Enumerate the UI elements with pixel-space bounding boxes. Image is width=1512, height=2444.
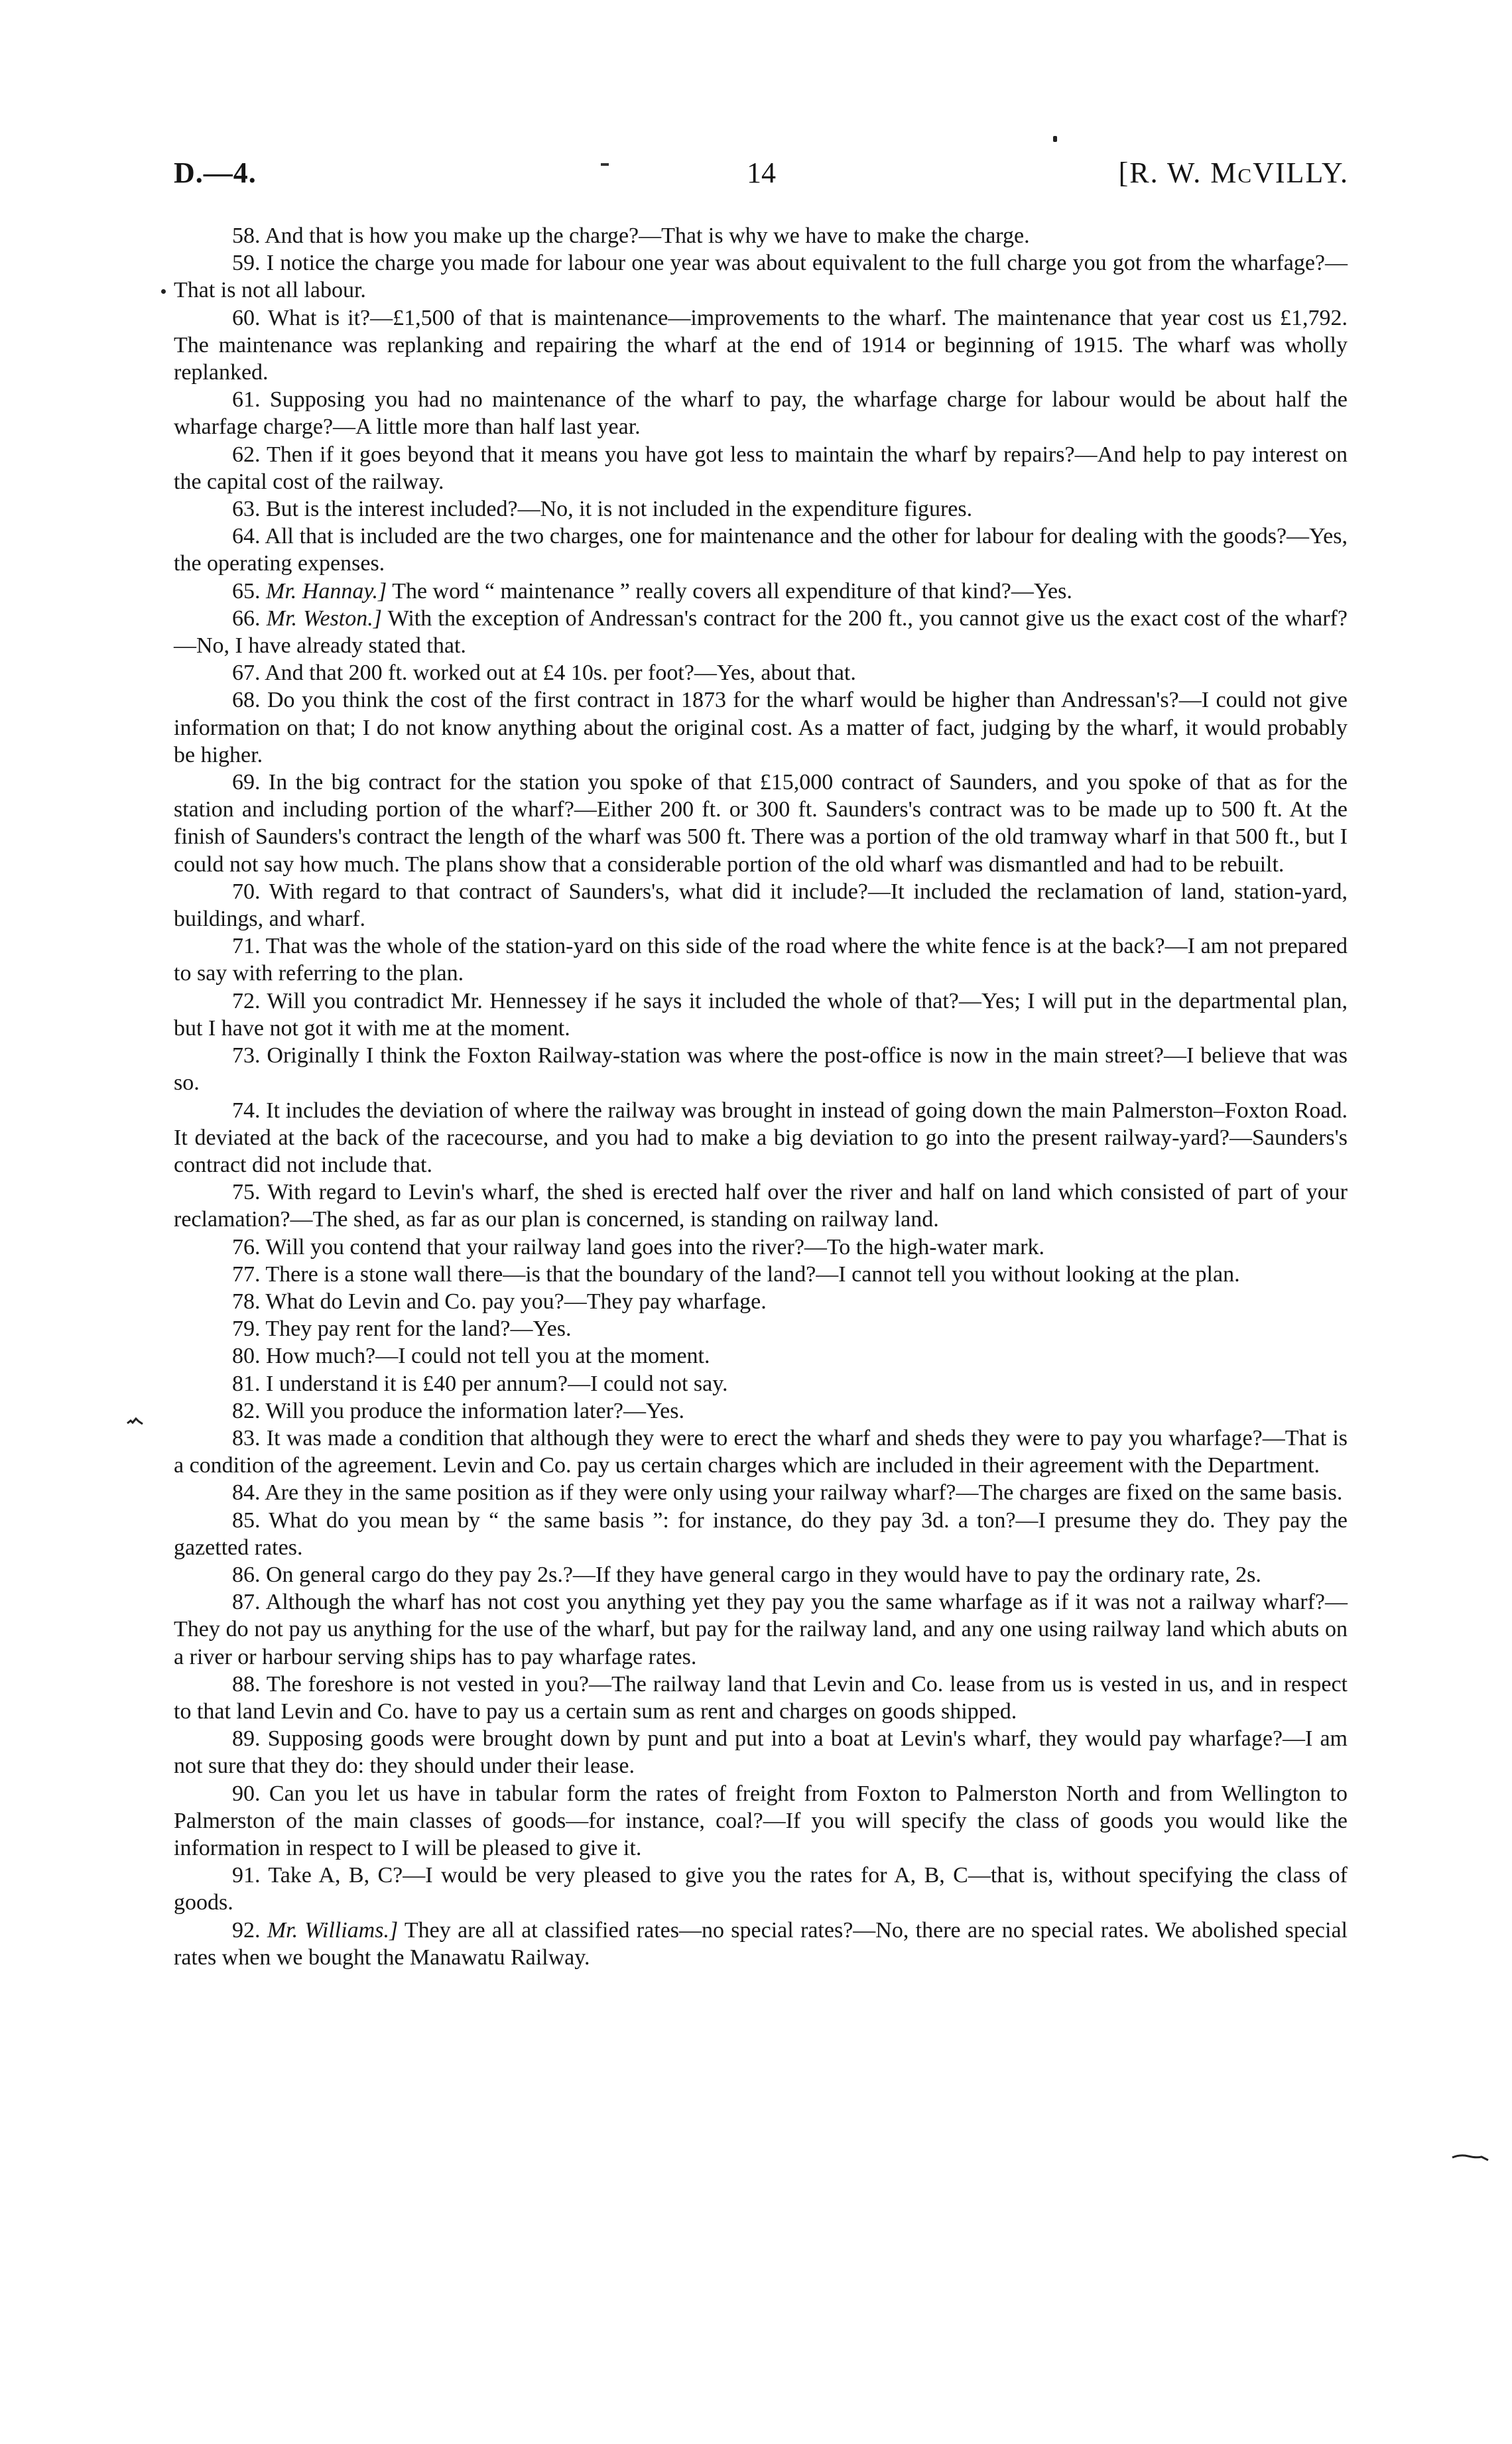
qa-paragraph-63 [174, 495, 1348, 523]
paragraph-number: 77. [232, 1261, 261, 1287]
paragraph-text: It includes the deviation of where the railway was brought in instead of going down the main Palmerston–Foxton Road. It deviated at the back of the racecourse, and you had to make a big deviation to go into the present railway-yard?—Saunders's contract did not include that. [174, 1098, 1348, 1177]
paragraph-text: I understand it is £40 per annum?—I could not say. [266, 1371, 728, 1396]
paragraph-number: 78. [232, 1289, 261, 1314]
paragraph-number: 58. [232, 224, 261, 248]
qa-paragraph-70 [174, 878, 1348, 933]
qa-paragraph-76 [174, 1234, 1348, 1261]
paragraph-text: I notice the charge you made for labour one year was about equivalent to the full charge you got from the wharfage?—That is not all labour. [174, 251, 1348, 303]
paragraph-number: 76. [232, 1234, 261, 1259]
paragraph-text: It was made a condition that although they were to erect the wharf and sheds they were to pay you wharfage?—That is a condition of the agreement. Levin and Co. pay us certain charges which are included in their agreement with the Department. [174, 1425, 1348, 1478]
qa-paragraph-64 [174, 523, 1348, 577]
qa-paragraph-73 [174, 1042, 1348, 1096]
qa-paragraph-79 [174, 1315, 1348, 1342]
witness-name: [R. W. McVILLY. [1118, 157, 1349, 189]
print-speck [1053, 136, 1057, 142]
paragraph-text: The word “ maintenance ” really covers all expenditure of that kind?—Yes. [392, 578, 1072, 604]
margin-scribble-mark [1451, 2152, 1491, 2162]
paragraph-number: 71. [232, 934, 261, 959]
qa-paragraph-88 [174, 1671, 1348, 1725]
paragraph-number: 80. [232, 1344, 261, 1369]
paragraph-number: 83. [232, 1425, 261, 1450]
paragraph-text: Will you contradict Mr. Hennessey if he says it included the whole of that?—Yes; I will put in the departmental plan, but I have not got it with me at the moment. [174, 988, 1348, 1041]
paragraph-number: 81. [232, 1371, 261, 1396]
paragraph-text: In the big contract for the station you spoke of that £15,000 contract of Saunders, and you spoke of that as for the station and including portion of the wharf?—Either 200 ft. or 300 ft. Saunders's contract was to be made up to 500 ft. At the finish of Saunders's contract the length of the wharf was 500 ft. There was a portion of the old tramway wharf in that 500 ft., but I could not say how much. The plans show that a considerable portion of the old wharf was dismantled and had to be rebuilt. [174, 770, 1348, 877]
paragraph-number: 63. [232, 497, 261, 522]
paragraph-text: How much?—I could not tell you at the moment. [266, 1344, 710, 1369]
paragraph-text: They are all at classified rates—no special rates?—No, there are no special rates. We abolished special rates when we bought the Manawatu Railway. [174, 1917, 1348, 1970]
paragraph-text: They pay rent for the land?—Yes. [265, 1317, 572, 1342]
paragraph-text: What is it?—£1,500 of that is maintenance—improvements to the wharf. The maintenance that year cost us £1,792. The maintenance was replanking and repairing the wharf at the end of 1914 or beginning of 1915. The wharf was wholly replanked. [174, 305, 1348, 385]
paragraph-number: 85. [232, 1508, 261, 1533]
qa-paragraph-75 [174, 1179, 1348, 1233]
paragraph-text: With the exception of Andressan's contract for the 200 ft., you cannot give us the exact cost of the wharf?—No, I have already stated that. [174, 606, 1348, 659]
paragraph-number: 70. [232, 879, 261, 904]
speaker-name: Mr. Weston.] [266, 606, 382, 631]
paragraph-number: 59. [232, 251, 261, 276]
paragraph-text: And that is how you make up the charge?—That is why we have to make the charge. [265, 224, 1030, 248]
paragraph-number: 65. [232, 578, 261, 604]
paragraph-text: Are they in the same position as if they were only using your railway wharf?—The charges are fixed on the same basis. [265, 1480, 1343, 1506]
qa-paragraph-85 [174, 1507, 1348, 1561]
print-dash [601, 163, 609, 166]
paragraph-text: All that is included are the two charges, one for maintenance and the other for labour for dealing with the goods?—Yes, the operating expenses. [174, 524, 1348, 576]
paragraph-text: What do you mean by “ the same basis ”: for instance, do they pay 3d. a ton?—I presume they do. They pay the gazetted rates. [174, 1508, 1348, 1560]
qa-paragraph-71 [174, 933, 1348, 987]
paragraph-number: 60. [232, 305, 261, 330]
qa-paragraph-58 [174, 222, 1348, 249]
qa-paragraph-83 [174, 1425, 1348, 1479]
paragraph-text: On general cargo do they pay 2s.?—If they have general cargo in they would have to pay the ordinary rate, 2s. [266, 1562, 1261, 1587]
qa-paragraph-81 [174, 1370, 1348, 1397]
paragraph-text: Supposing goods were brought down by punt and put into a boat at Levin's wharf, they would pay wharfage?—I am not sure that they do: they should under their lease. [174, 1726, 1348, 1779]
qa-paragraph-66 [174, 605, 1348, 659]
paragraph-number: 62. [232, 442, 261, 467]
testimony-body [174, 222, 1348, 1971]
qa-paragraph-84 [174, 1479, 1348, 1506]
qa-paragraph-62 [174, 441, 1348, 495]
paragraph-number: 89. [232, 1726, 261, 1752]
paragraph-text: Supposing you had no maintenance of the wharf to pay, the wharfage charge for labour would be about half the wharfage charge?—A little more than half last year. [174, 387, 1348, 440]
paragraph-text: Then if it goes beyond that it means you have got less to maintain the wharf by repairs?—And help to pay interest on the capital cost of the railway. [174, 442, 1348, 494]
qa-paragraph-69 [174, 769, 1348, 878]
qa-paragraph-90 [174, 1780, 1348, 1862]
qa-paragraph-80 [174, 1342, 1348, 1370]
paragraph-number: 73. [232, 1043, 261, 1068]
paragraph-text: Can you let us have in tabular form the rates of freight from Foxton to Palmerston North and from Wellington to Palmerston of the main classes of goods—for instance, coal?—If you will specify the class of goods you would like the information in respect to I will be pleased to give it. [174, 1781, 1348, 1860]
paragraph-text: Do you think the cost of the first contract in 1873 for the wharf would be higher than Andressan's?—I could not give information on that; I do not know anything about the original cost. As a matter of fact, judging by the wharf, it would probably be higher. [174, 688, 1348, 767]
paragraph-number: 92. [232, 1917, 261, 1943]
paragraph-number: 74. [232, 1098, 261, 1123]
paragraph-number: 69. [232, 770, 261, 795]
margin-bullet [161, 289, 166, 294]
qa-paragraph-68 [174, 686, 1348, 769]
qa-paragraph-61 [174, 386, 1348, 440]
qa-paragraph-78 [174, 1288, 1348, 1315]
paragraph-number: 64. [232, 524, 261, 549]
speaker-name: Mr. Williams.] [267, 1917, 399, 1943]
paragraph-text: Take A, B, C?—I would be very pleased to give you the rates for A, B, C—that is, without specifying the class of goods. [174, 1863, 1348, 1915]
paragraph-text: With regard to Levin's wharf, the shed is erected half over the river and half on land which consisted of part of your reclamation?—The shed, as far as our plan is concerned, is standing on railway land. [174, 1180, 1348, 1232]
paragraph-number: 67. [232, 661, 261, 686]
series-reference: D.—4. [174, 157, 257, 189]
qa-paragraph-77 [174, 1261, 1348, 1288]
qa-paragraph-72 [174, 988, 1348, 1042]
paragraph-number: 61. [232, 387, 261, 413]
paragraph-text: What do Levin and Co. pay you?—They pay wharfage. [265, 1289, 767, 1314]
qa-paragraph-82 [174, 1397, 1348, 1425]
page-header [174, 156, 1349, 202]
qa-paragraph-87 [174, 1588, 1348, 1671]
paragraph-number: 90. [232, 1781, 261, 1806]
paragraph-number: 88. [232, 1671, 261, 1697]
qa-paragraph-65 [174, 578, 1348, 605]
paragraph-number: 86. [232, 1562, 261, 1587]
paragraph-text: With regard to that contract of Saunders's, what did it include?—It included the reclamation of land, station-yard, buildings, and wharf. [174, 879, 1348, 932]
paragraph-text: Will you produce the information later?—Yes. [265, 1398, 684, 1423]
qa-paragraph-92 [174, 1917, 1348, 1971]
qa-paragraph-74 [174, 1097, 1348, 1179]
paragraph-number: 87. [232, 1590, 261, 1615]
paragraph-text: But is the interest included?—No, it is not included in the expenditure figures. [266, 497, 973, 522]
qa-paragraph-89 [174, 1725, 1348, 1779]
qa-paragraph-91 [174, 1862, 1348, 1916]
paragraph-text: Originally I think the Foxton Railway-station was where the post-office is now in the main street?—I believe that was so. [174, 1043, 1348, 1096]
paragraph-number: 82. [232, 1398, 261, 1423]
paragraph-text: Will you contend that your railway land goes into the river?—To the high-water mark. [265, 1234, 1044, 1259]
paragraph-number: 91. [232, 1863, 261, 1888]
paragraph-number: 79. [232, 1317, 261, 1342]
qa-paragraph-67 [174, 659, 1348, 686]
paragraph-text: And that 200 ft. worked out at £4 10s. per foot?—Yes, about that. [265, 661, 856, 686]
page-number: 14 [747, 157, 776, 189]
qa-paragraph-86 [174, 1561, 1348, 1588]
paragraph-text: That was the whole of the station-yard on this side of the road where the white fence is at the back?—I am not prepared to say with referring to the plan. [174, 934, 1348, 986]
paragraph-text: The foreshore is not vested in you?—The railway land that Levin and Co. lease from us is vested in us, and in respect to that land Levin and Co. have to pay us a certain sum as rent and charges on goods shipped. [174, 1671, 1348, 1724]
speaker-name: Mr. Hannay.] [266, 578, 387, 604]
paragraph-number: 84. [232, 1480, 261, 1506]
qa-paragraph-59 [174, 249, 1348, 304]
margin-squiggle-mark [127, 1417, 144, 1426]
paragraph-text: Although the wharf has not cost you anything yet they pay you the same wharfage as if it was not a railway wharf?—They do not pay us anything for the use of the wharf, but pay for the railway land, and any one using railway land which abuts on a river or harbour serving ships has to pay wharfage rates. [174, 1590, 1348, 1669]
paragraph-number: 72. [232, 988, 261, 1013]
paragraph-text: There is a stone wall there—is that the boundary of the land?—I cannot tell you without looking at the plan. [265, 1261, 1240, 1287]
paragraph-number: 75. [232, 1180, 261, 1205]
paragraph-number: 68. [232, 688, 261, 713]
paragraph-number: 66. [232, 606, 261, 631]
qa-paragraph-60 [174, 304, 1348, 387]
